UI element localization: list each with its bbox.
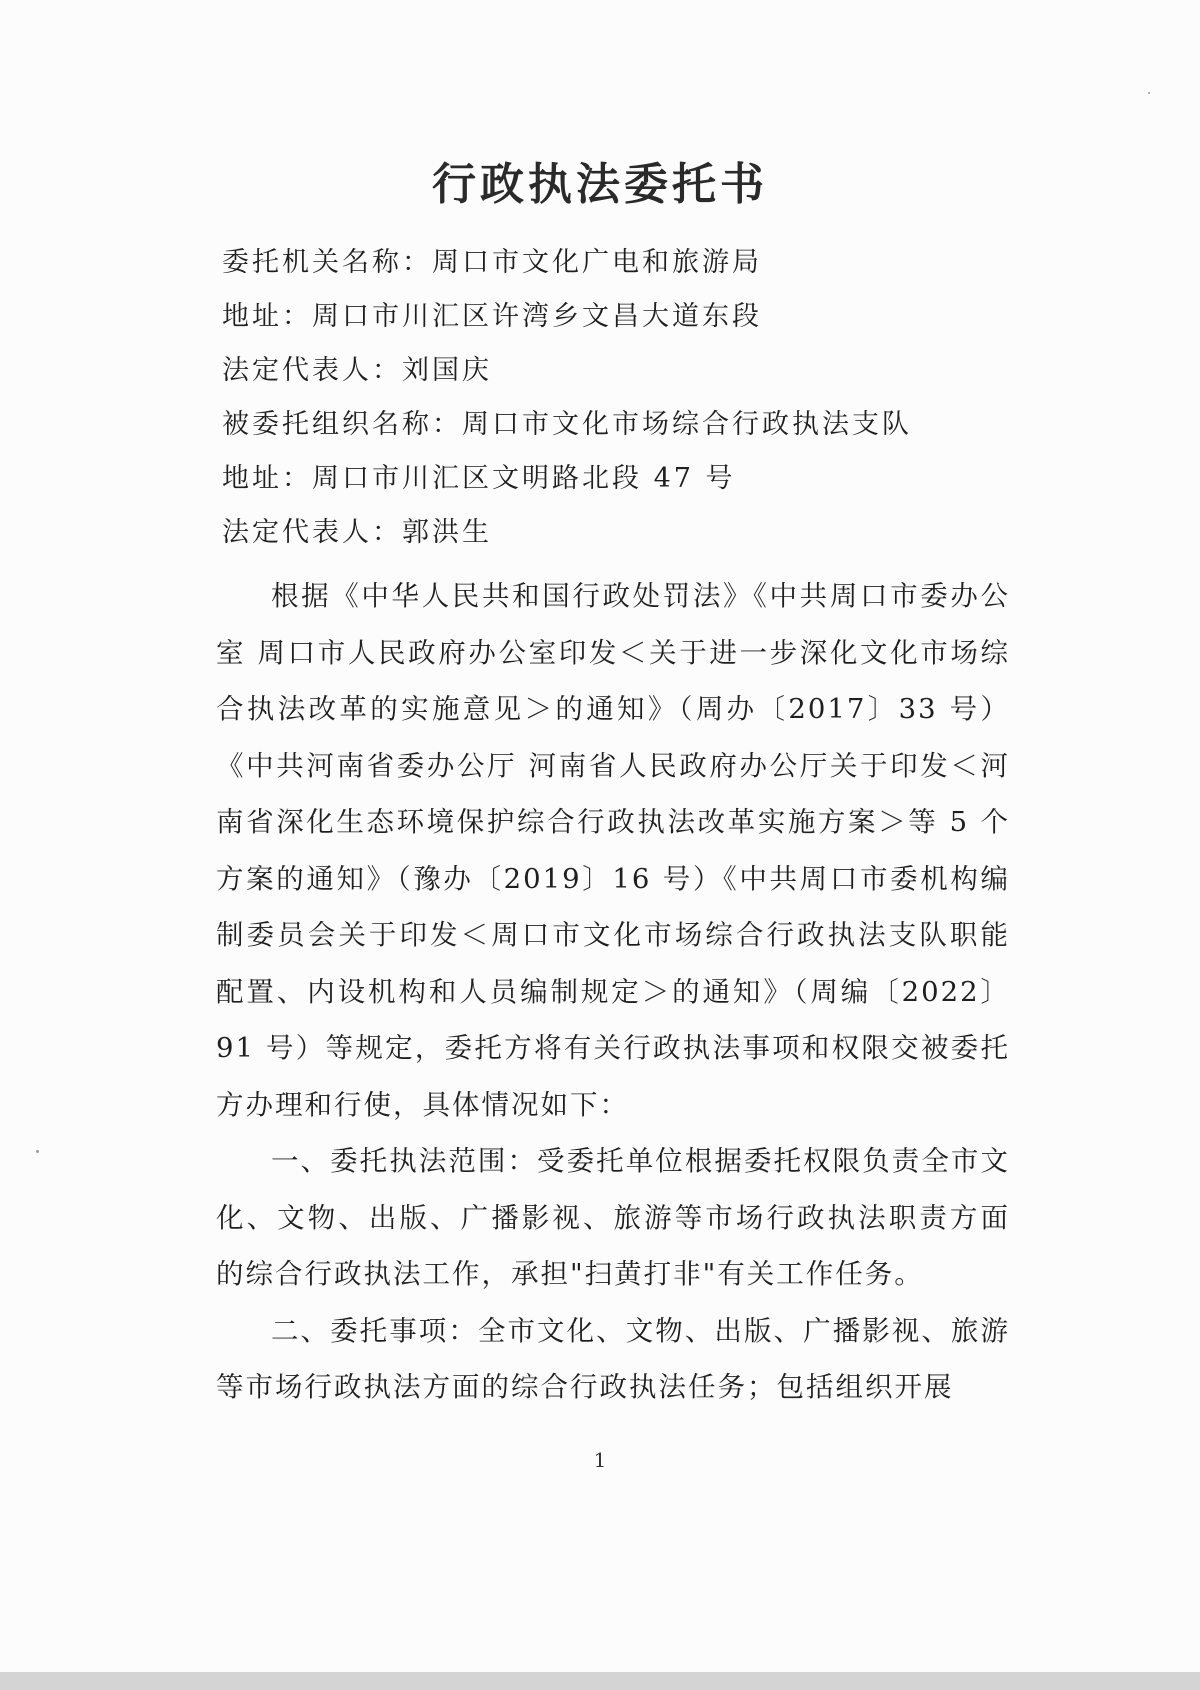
document-body — [216, 568, 1010, 1416]
document-title: 行政执法委托书 — [432, 159, 768, 210]
info-entrusting-representative: 法定代表人：刘国庆 — [222, 355, 492, 386]
info-entrusting-address: 地址：周口市川汇区许湾乡文昌大道东段 — [222, 301, 762, 332]
paragraph-scope: 一、委托执法范围：受委托单位根据委托权限负责全市文化、文物、出版、广播影视、旅游等市场行政执法职责方面的综合行政执法工作，承担"扫黄打非"有关工作任务。 — [216, 1145, 1010, 1290]
scanner-edge — [0, 1672, 1200, 1690]
info-entrusted-address: 地址：周口市川汇区文明路北段 47 号 — [222, 463, 736, 494]
info-entrusted-representative: 法定代表人：郭洪生 — [222, 517, 492, 548]
info-entrusted-organization: 被委托组织名称：周口市文化市场综合行政执法支队 — [222, 409, 912, 440]
scan-speck — [1148, 92, 1150, 94]
paragraph-matters: 二、委托事项：全市文化、文物、出版、广播影视、旅游等市场行政执法方面的综合行政执法任务；包括组织开展 — [216, 1314, 1010, 1403]
page-number: 1 — [593, 1448, 607, 1472]
scan-speck — [36, 1150, 39, 1153]
paragraph-legal-basis: 根据《中华人民共和国行政处罚法》《中共周口市委办公室 周口市人民政府办公室印发＜关于进一步深化文化市场综合执法改革的实施意见＞的通知》（周办〔2017〕33 号）《中共河南省委办公厅 河南省人民政府办公厅关于印发＜河南省深化生态环境保护综合行政执法改革实施方案＞等 5 个方案的通知》（豫办〔2019〕16 号）《中共周口市委机构编制委员会关于印发＜周口市文化市场综合行政执法支队职能配置、内设机构和人员编制规定＞的通知》（周编〔2022〕91 号）等规定，委托方将有关行政执法事项和权限交被委托方办理和行使，具体情况如下： — [216, 580, 1010, 1121]
header-info-block — [222, 236, 1022, 560]
info-entrusting-agency: 委托机关名称：周口市文化广电和旅游局 — [222, 247, 762, 278]
